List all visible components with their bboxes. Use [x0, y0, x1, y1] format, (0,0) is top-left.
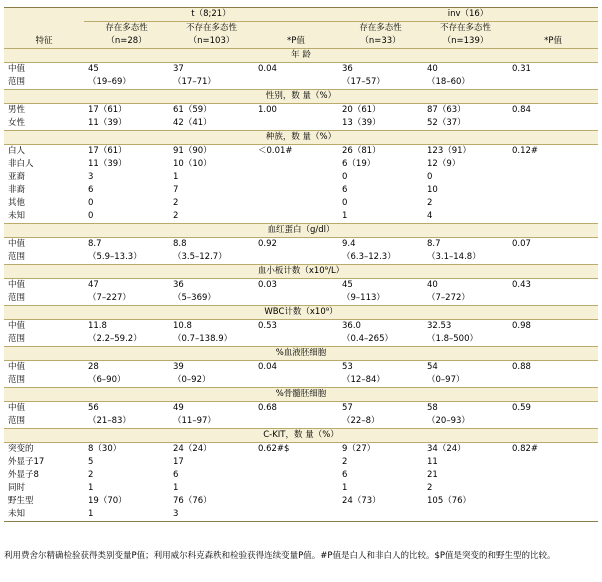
table-cell: 11（39） [84, 117, 169, 131]
table-cell: 1 [338, 210, 423, 224]
table-row [4, 238, 598, 252]
table-row [4, 158, 598, 171]
table-cell: 0.98 [512, 321, 531, 331]
table-cell [508, 495, 598, 508]
table-cell [508, 210, 598, 224]
table-cell: 3 [169, 508, 254, 522]
table-row [4, 469, 598, 482]
table-row [4, 374, 598, 388]
table-row [4, 482, 598, 495]
table-cell [254, 508, 338, 522]
table-row [4, 508, 598, 522]
row-label: 男性 [8, 105, 26, 115]
table-cell: 0.31 [512, 64, 531, 74]
table-cell: 8（30） [88, 444, 122, 454]
table-cell [508, 117, 598, 131]
table-cell: 9（27） [342, 444, 376, 454]
table-cell [254, 415, 338, 429]
table-cell: 40 [427, 280, 438, 290]
table-cell: 19（70） [88, 496, 127, 506]
table-cell [254, 117, 338, 131]
table-cell [508, 374, 598, 388]
section-title: C-KIT，数 量（%） [4, 429, 598, 443]
table-cell: （22–8） [338, 415, 423, 429]
section-title: 年 龄 [4, 49, 598, 63]
table-cell: 56 [88, 403, 99, 413]
table-cell: 42（41） [169, 117, 254, 131]
table-row [4, 495, 598, 508]
table-cell: 6 [342, 470, 348, 480]
header-p-t: *P值 [254, 35, 338, 49]
header-inv-absent: 不存在多态性 [423, 22, 508, 36]
table-cell: 1 [173, 483, 179, 493]
table-cell: 24（73） [342, 496, 381, 506]
row-label: 中值 [8, 64, 26, 74]
table-cell: 10 [427, 185, 438, 195]
table-cell: 1 [342, 483, 348, 493]
section-header [4, 49, 598, 63]
table-cell: 76（76） [173, 496, 212, 506]
table-cell: 36.0 [342, 321, 361, 331]
section-header [4, 347, 598, 361]
table-cell: 0.82# [512, 444, 539, 454]
table-cell: 11（39） [88, 159, 127, 169]
section-title: WBC计数（x10⁹） [4, 306, 598, 320]
table-cell: 36 [173, 280, 184, 290]
row-label: 未知 [4, 210, 84, 224]
table-cell: 0.12# [512, 146, 539, 156]
table-cell: 8.7 [427, 239, 441, 249]
table-row [4, 279, 598, 293]
table-cell: （2.2–59.2） [84, 333, 169, 347]
table-cell: 34（24） [427, 444, 466, 454]
section-header [4, 90, 598, 104]
row-label: 非裔 [8, 185, 26, 195]
table-cell: 4 [423, 210, 508, 224]
table-cell: 0.07 [512, 239, 531, 249]
table-cell: 0 [88, 198, 94, 208]
row-label: 中值 [8, 403, 26, 413]
table-cell: 37 [173, 64, 184, 74]
table-cell: 10.8 [173, 321, 192, 331]
table-cell: 47 [88, 280, 99, 290]
row-label: 突变的 [8, 444, 34, 454]
table-cell: 2 [88, 470, 94, 480]
header-n-inv-present: （n=33） [338, 35, 423, 49]
table-cell [254, 495, 338, 508]
table-cell: 11.8 [88, 321, 107, 331]
section-header [4, 224, 598, 238]
table-cell: 57 [342, 403, 353, 413]
table-cell [338, 508, 423, 522]
table-row [4, 63, 598, 77]
table-cell: 0 [342, 172, 348, 182]
section-title: 种族，数 量（%） [4, 131, 598, 145]
table-cell [508, 251, 598, 265]
table-cell: 61（59） [173, 105, 212, 115]
section-title: 性别，数 量（%） [4, 90, 598, 104]
table-cell [508, 184, 598, 197]
table-row [4, 210, 598, 224]
table-cell: （21–83） [84, 415, 169, 429]
table-cell: 17 [173, 457, 184, 467]
section-title: 血小板计数（x10⁹/L） [4, 265, 598, 279]
table-cell: （18–60） [423, 76, 508, 90]
row-label: 外显子17 [8, 457, 45, 467]
table-row [4, 415, 598, 429]
table-cell: 0.04 [258, 64, 277, 74]
table-cell: 1 [88, 483, 94, 493]
row-label: 野生型 [8, 496, 34, 506]
table-row [4, 361, 598, 375]
table-cell: （9–113） [338, 292, 423, 306]
table-cell: 10（10） [173, 159, 212, 169]
table-cell: 1 [84, 508, 169, 522]
table-row [4, 184, 598, 197]
table-cell [254, 210, 338, 224]
table-cell: 6 [173, 470, 179, 480]
table-cell: （20–93） [423, 415, 508, 429]
table-cell [508, 469, 598, 482]
table-row [4, 456, 598, 469]
header-row-groups [4, 8, 598, 22]
table-cell: （19–69） [84, 76, 169, 90]
table-row [4, 333, 598, 347]
table-cell: （0–92） [169, 374, 254, 388]
table-cell: 0 [342, 198, 348, 208]
table-cell: 105（76） [427, 496, 472, 506]
table-cell [508, 482, 598, 495]
table-cell [254, 251, 338, 265]
table-cell: 0.68 [258, 403, 277, 413]
table-cell: 6 [342, 185, 348, 195]
table-cell [254, 184, 338, 197]
table-cell [508, 197, 598, 210]
table-cell: （1.8–500） [423, 333, 508, 347]
table-cell [508, 333, 598, 347]
table-cell: （5.9–13.3） [84, 251, 169, 265]
table-row [4, 402, 598, 416]
table-cell: 1 [173, 172, 179, 182]
table-cell [254, 171, 338, 184]
table-cell: 5 [88, 457, 94, 467]
table-cell [508, 171, 598, 184]
table-cell [254, 482, 338, 495]
row-label: 其他 [8, 198, 26, 208]
table-cell: 2 [169, 210, 254, 224]
table-cell: 91（90） [173, 146, 212, 156]
table-cell: 0 [427, 172, 433, 182]
table-cell: 0.92 [258, 239, 277, 249]
table-cell: 12（9） [427, 159, 461, 169]
table-cell [254, 456, 338, 469]
table-cell: 2 [427, 483, 433, 493]
table-row [4, 171, 598, 184]
row-label: 范围 [4, 415, 84, 429]
table-cell: 58 [427, 403, 438, 413]
row-label: 范围 [4, 76, 84, 90]
table-row [4, 104, 598, 118]
table-cell: 36 [342, 64, 353, 74]
row-label: 未知 [4, 508, 84, 522]
table-cell: 39 [173, 362, 184, 372]
table-cell: 40 [427, 64, 438, 74]
table-cell: （11–97） [169, 415, 254, 429]
table-cell: （0.7–138.9） [169, 333, 254, 347]
section-header [4, 306, 598, 320]
table-cell: 13（39） [338, 117, 423, 131]
header-n-t-present: （n=28） [84, 35, 169, 49]
table-cell [508, 508, 598, 522]
table-cell: 49 [173, 403, 184, 413]
table-cell: 52（37） [423, 117, 508, 131]
section-header [4, 265, 598, 279]
header-inv-present: 存在多态性 [338, 22, 423, 36]
table-cell: 87（63） [427, 105, 466, 115]
section-title: 血红蛋白（g/dl） [4, 224, 598, 238]
table-cell: （17–71） [169, 76, 254, 90]
header-n-inv-absent: （n=139） [423, 35, 508, 49]
table-row [4, 117, 598, 131]
header-t-absent: 不存在多态性 [169, 22, 254, 36]
row-label: 范围 [4, 333, 84, 347]
table-cell: 123（91） [427, 146, 472, 156]
table-cell [508, 456, 598, 469]
section-header [4, 429, 598, 443]
table-cell: 0.59 [512, 403, 531, 413]
row-label: 亚裔 [8, 172, 26, 182]
table-cell: （12–84） [338, 374, 423, 388]
table-cell: 0.03 [258, 280, 277, 290]
header-row-status [4, 22, 598, 36]
table-cell: 0.04 [258, 362, 277, 372]
table-cell: 28 [88, 362, 99, 372]
row-label: 范围 [4, 374, 84, 388]
table-row [4, 292, 598, 306]
table-cell [254, 197, 338, 210]
table-cell: 8.8 [173, 239, 187, 249]
table-cell [254, 292, 338, 306]
table-body [4, 49, 598, 522]
table-cell [423, 508, 508, 522]
table-row [4, 197, 598, 210]
table-cell [508, 415, 598, 429]
table-cell [254, 374, 338, 388]
table-cell: 0 [84, 210, 169, 224]
table-cell: （7–227） [84, 292, 169, 306]
table-cell: 45 [342, 280, 353, 290]
group-header-t: t（8;21） [84, 8, 338, 22]
section-title: %骨髓胚细胞 [4, 388, 598, 402]
row-label: 非白人 [8, 159, 34, 169]
table-cell: 6（19） [342, 159, 376, 169]
table-cell: 2 [342, 457, 348, 467]
row-label: 白人 [8, 146, 26, 156]
row-label: 中值 [8, 362, 26, 372]
table-row [4, 320, 598, 334]
table-cell: 26（81） [342, 146, 381, 156]
table-cell: （0–97） [423, 374, 508, 388]
row-label: 女性 [4, 117, 84, 131]
section-header [4, 131, 598, 145]
table-cell: （7–272） [423, 292, 508, 306]
table-cell: 0.43 [512, 280, 531, 290]
table-cell: 54 [427, 362, 438, 372]
table-cell: （6–90） [84, 374, 169, 388]
row-label: 中值 [8, 321, 26, 331]
row-label: 外显子8 [8, 470, 39, 480]
row-label: 范围 [4, 251, 84, 265]
table-cell: （6.3–12.3） [338, 251, 423, 265]
table-cell: 7 [173, 185, 179, 195]
table-cell [508, 76, 598, 90]
table-cell [254, 333, 338, 347]
table-cell: 8.7 [88, 239, 102, 249]
row-label: 中值 [8, 280, 26, 290]
table-cell: （3.5–12.7） [169, 251, 254, 265]
table-row [4, 251, 598, 265]
table-row [4, 145, 598, 159]
table-cell: ＜0.01# [258, 146, 293, 156]
row-label: 范围 [4, 292, 84, 306]
data-table [4, 7, 598, 522]
footnote: 利用费舍尔精确检验获得类别变量P值；利用威尔科克森秩和检验获得连续变量P值。#P值是白人和非白人的比较。$P值是突变的和野生型的比较。 [4, 551, 556, 561]
table-cell: （0.4–265） [338, 333, 423, 347]
table-cell: 0.88 [512, 362, 531, 372]
header-feature: 特征 [4, 35, 84, 49]
table-cell: 0.53 [258, 321, 277, 331]
table-cell: 2 [427, 198, 433, 208]
header-n-t-absent: （n=103） [169, 35, 254, 49]
table-cell: 24（24） [173, 444, 212, 454]
table-cell: 3 [88, 172, 94, 182]
table-cell: （5–369） [169, 292, 254, 306]
table-cell: 17（61） [88, 146, 127, 156]
table-row [4, 443, 598, 457]
table-cell: 21 [427, 470, 438, 480]
table-cell [508, 158, 598, 171]
header-t-present: 存在多态性 [84, 22, 169, 36]
table-cell: 0.62#$ [258, 444, 290, 454]
section-header [4, 388, 598, 402]
table-cell: （3.1–14.8） [423, 251, 508, 265]
table-cell: 0.84 [512, 105, 531, 115]
table-cell [254, 158, 338, 171]
table-cell: 45 [88, 64, 99, 74]
header-p-inv: *P值 [508, 35, 598, 49]
table-cell [508, 292, 598, 306]
section-title: %血液胚细胞 [4, 347, 598, 361]
table-cell [254, 76, 338, 90]
table-cell: 53 [342, 362, 353, 372]
table-cell: 2 [173, 198, 179, 208]
table-cell: （17–57） [338, 76, 423, 90]
table-cell: 32.53 [427, 321, 452, 331]
header-row-n [4, 35, 598, 49]
table-cell: 20（61） [342, 105, 381, 115]
table-row [4, 76, 598, 90]
table-cell: 17（61） [88, 105, 127, 115]
group-header-inv: inv（16） [338, 8, 598, 22]
row-label: 中值 [8, 239, 26, 249]
table-cell [254, 469, 338, 482]
table-cell: 6 [88, 185, 94, 195]
row-label: 同时 [8, 483, 26, 493]
table-cell: 1.00 [258, 105, 277, 115]
table-cell: 11 [427, 457, 438, 467]
table-cell: 9.4 [342, 239, 356, 249]
